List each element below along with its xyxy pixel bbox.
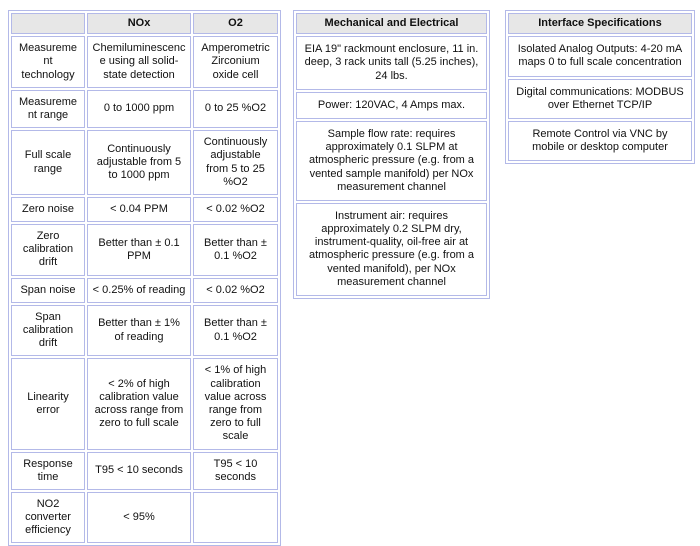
row-label: Full scale range — [11, 130, 85, 195]
row-label: Measurement technology — [11, 36, 85, 88]
nox-value: < 2% of high calibration value across range from zero to full scale — [87, 358, 191, 449]
nox-value: Chemiluminescence using all solid-state detection — [87, 36, 191, 88]
table-row — [11, 90, 278, 128]
o2-value: Continuously adjustable from 5 to 25 %O2 — [193, 130, 278, 195]
table-row — [11, 130, 278, 195]
table-row — [11, 224, 278, 276]
row-label: Response time — [11, 452, 85, 490]
spec-header-nox: NOx — [87, 13, 191, 34]
table-row — [11, 278, 278, 303]
mechanical-item: Instrument air: requires approximately 0.2 SLPM dry, instrument-quality, oil-free air at atmospheric pressure (e.g. from a vented manifold), per NOx measurement channel — [296, 203, 487, 296]
table-row — [508, 79, 692, 119]
o2-value: Better than ± 0.1 %O2 — [193, 224, 278, 276]
table-row — [508, 121, 692, 161]
mechanical-item: Sample flow rate: requires approximately 0.1 SLPM at atmospheric pressure (e.g. from a vented sample manifold) per NOx measurement channel — [296, 121, 487, 201]
nox-value: Better than ± 0.1 PPM — [87, 224, 191, 276]
table-row — [11, 36, 278, 88]
table-row — [11, 452, 278, 490]
table-row — [508, 36, 692, 76]
table-row — [11, 492, 278, 544]
interface-item: Isolated Analog Outputs: 4-20 mA maps 0 to full scale concentration — [508, 36, 692, 76]
table-row — [11, 358, 278, 449]
o2-value: T95 < 10 seconds — [193, 452, 278, 490]
interface-item: Remote Control via VNC by mobile or desktop computer — [508, 121, 692, 161]
panel-header-row — [296, 13, 487, 34]
spec-header-empty — [11, 13, 85, 34]
panel-header-row — [508, 13, 692, 34]
row-label: Linearity error — [11, 358, 85, 449]
nox-value: Continuously adjustable from 5 to 1000 ppm — [87, 130, 191, 195]
row-label: NO2 converter efficiency — [11, 492, 85, 544]
o2-value: Better than ± 0.1 %O2 — [193, 305, 278, 357]
row-label: Span calibration drift — [11, 305, 85, 357]
table-row — [296, 92, 487, 119]
nox-value: < 0.25% of reading — [87, 278, 191, 303]
table-row — [296, 36, 487, 90]
interface-spec-table — [505, 10, 695, 164]
o2-value: < 0.02 %O2 — [193, 278, 278, 303]
mechanical-item: EIA 19" rackmount enclosure, 11 in. deep, 3 rack units tall (5.25 inches), 24 lbs. — [296, 36, 487, 90]
nox-value: < 0.04 PPM — [87, 197, 191, 222]
interface-item: Digital communications: MODBUS over Ethernet TCP/IP — [508, 79, 692, 119]
mechanical-item: Power: 120VAC, 4 Amps max. — [296, 92, 487, 119]
table-row — [296, 203, 487, 296]
o2-value: < 1% of high calibration value across range from zero to full scale — [193, 358, 278, 449]
nox-value: 0 to 1000 ppm — [87, 90, 191, 128]
o2-value: 0 to 25 %O2 — [193, 90, 278, 128]
nox-value: T95 < 10 seconds — [87, 452, 191, 490]
table-row — [11, 197, 278, 222]
o2-value: Amperometric Zirconium oxide cell — [193, 36, 278, 88]
table-row — [296, 121, 487, 201]
row-label: Zero calibration drift — [11, 224, 85, 276]
interface-title: Interface Specifications — [508, 13, 692, 34]
o2-value: < 0.02 %O2 — [193, 197, 278, 222]
measurement-spec-table — [8, 10, 281, 546]
spec-header-o2: O2 — [193, 13, 278, 34]
table-row — [11, 305, 278, 357]
mechanical-electrical-table — [293, 10, 490, 299]
row-label: Zero noise — [11, 197, 85, 222]
nox-value: < 95% — [87, 492, 191, 544]
row-label: Span noise — [11, 278, 85, 303]
o2-value — [193, 492, 278, 544]
nox-value: Better than ± 1% of reading — [87, 305, 191, 357]
spec-header-row — [11, 13, 278, 34]
mechanical-title: Mechanical and Electrical — [296, 13, 487, 34]
row-label: Measurement range — [11, 90, 85, 128]
